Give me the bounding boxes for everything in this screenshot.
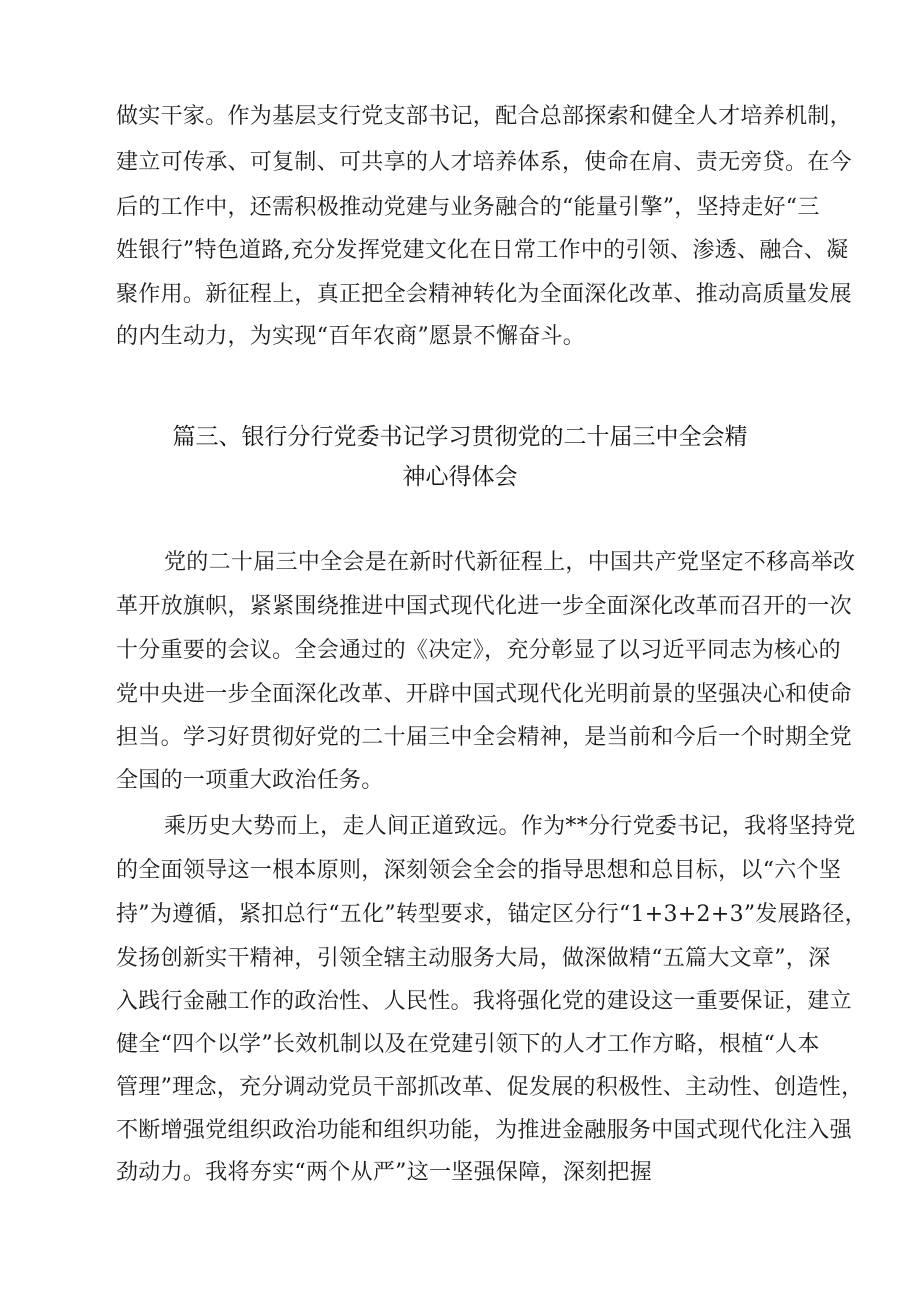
text-line: 的内生动力，为实现“百年农商”愿景不懈奋斗。 <box>116 324 586 349</box>
text-line: 党的二十届三中全会是在新时代新征程上，中国共产党坚定不移高举改 <box>164 550 856 575</box>
text-line: 党中央进一步全面深化改革、开辟中国式现代化光明前景的坚强决心和使命 <box>116 682 852 707</box>
text-line: 做实干家。作为基层支行党支部书记，配合总部探索和健全人才培养机制， <box>116 104 852 129</box>
text-line: 乘历史大势而上，走人间正道致远。作为**分行党委书记，我将坚持党 <box>164 814 856 839</box>
text-line: 持”为遵循，紧扣总行“五化”转型要求，锚定区分行“1+3+2+3”发展路径， <box>116 902 867 927</box>
text-line: 建立可传承、可复制、可共享的人才培养体系，使命在肩、责无旁贷。在今 <box>116 150 852 175</box>
text-line: 发扬创新实干精神，引领全辖主动服务大局，做深做精“五篇大文章”，深 <box>116 946 831 971</box>
text-line: 的全面领导这一根本原则，深刻领会全会的指导思想和总目标，以“六个坚 <box>116 858 842 883</box>
text-line: 全国的一项重大政治任务。 <box>116 768 384 793</box>
text-line: 后的工作中，还需积极推动党建与业务融合的“能量引擎”，坚持走好“三 <box>116 195 820 220</box>
text-line: 担当。学习好贯彻好党的二十届三中全会精神，是当前和今后一个时期全党 <box>116 725 852 750</box>
section-heading: 神心得体会 <box>402 464 518 490</box>
text-line: 管理”理念，充分调动党员干部抓改革、促发展的积极性、主动性、创造性， <box>116 1075 864 1100</box>
text-line: 革开放旗帜，紧紧围绕推进中国式现代化进一步全面深化改革而召开的一次 <box>116 594 852 619</box>
text-line: 聚作用。新征程上，真正把全会精神转化为全面深化改革、推动高质量发展 <box>116 282 852 307</box>
text-line: 不断增强党组织政治功能和组织功能，为推进金融服务中国式现代化注入强 <box>116 1118 852 1143</box>
text-line: 劲动力。我将夯实“两个从严”这一坚强保障，深刻把握 <box>116 1160 652 1185</box>
section-heading: 篇三、银行分行党委书记学习贯彻党的二十届三中全会精 <box>172 424 748 450</box>
text-line: 健全“四个以学”长效机制以及在党建引领下的人才工作方略，根植“人本 <box>116 1032 820 1057</box>
text-line: 入践行金融工作的政治性、人民性。我将强化党的建设这一重要保证，建立 <box>116 989 852 1014</box>
text-line: 姓银行”特色道路,充分发挥党建文化在日常工作中的引领、渗透、融合、凝 <box>116 238 849 263</box>
text-line: 十分重要的会议。全会通过的《决定》，充分彰显了以习近平同志为核心的 <box>116 638 841 663</box>
